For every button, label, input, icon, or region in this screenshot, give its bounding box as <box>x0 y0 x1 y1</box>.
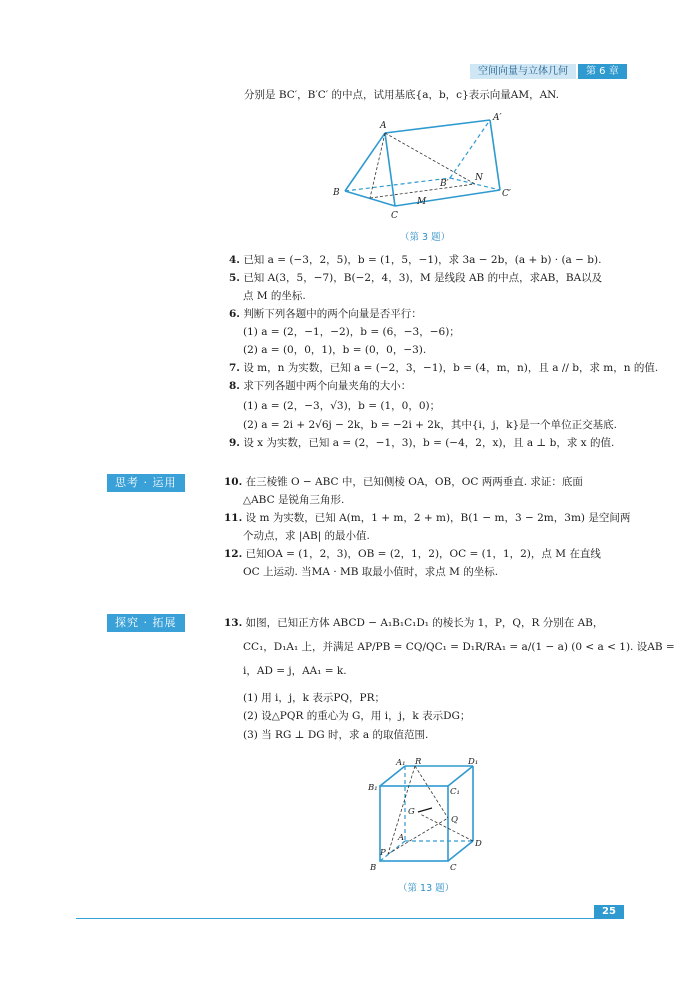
fig13-label-D: D <box>475 839 482 849</box>
problem-12-line-2: OC 上运动. 当MA · MB 取最小值时，求点 M 的坐标. <box>243 566 499 578</box>
problem-8-part-1: (1) a = (2，−3，√3)，b = (1，0，0)； <box>243 400 441 412</box>
problem-9: 9. 设 x 为实数，已知 a = (2，−1，3)，b = (−4，2，x)，且 a ⊥ b，求 x 的值. <box>229 437 615 449</box>
fig13-label-Q: Q <box>451 815 458 825</box>
fig13-label-G: G <box>408 807 415 817</box>
section-think-tag: 思考 · 运用 <box>107 474 185 492</box>
problem-10: 10. 在三棱锥 O − ABC 中，已知侧棱 OA，OB，OC 两两垂直. 求证：底面 <box>224 476 583 488</box>
fig3-label-C: C <box>391 211 398 218</box>
problem-5-line-2: 点 M 的坐标. <box>243 290 306 302</box>
intro-line: 分别是 BC′，B′C′ 的中点，试用基底{a，b，c}表示向量AM，AN. <box>244 89 560 101</box>
problem-13-part-1: (1) 用 i，j，k 表示PQ，PR； <box>243 692 386 704</box>
chapter-badge: 第 6 章 <box>578 64 627 79</box>
figure-13-caption: （第 13 题） <box>398 883 455 894</box>
page-header <box>470 64 627 79</box>
problem-13-part-3: (3) 当 RG ⊥ DG 时，求 a 的取值范围. <box>243 729 429 741</box>
figure-13-cube <box>360 756 490 876</box>
problem-7: 7. 设 m，n 为实数，已知 a = (−2，3，−1)，b = (4，m，n)，且 a // b，求 m，n 的值. <box>229 362 659 374</box>
problem-13: 13. 如图，已知正方体 ABCD − A₁B₁C₁D₁ 的棱长为 1，P，Q，R 分别在 AB， <box>224 617 604 629</box>
fig3-label-N: N <box>475 173 483 183</box>
problem-12: 12. 已知OA = (1，2，3)，OB = (2，1，2)，OC = (1，1，2)，点 M 在直线 <box>224 548 601 560</box>
fig13-label-B1: B₁ <box>368 783 378 793</box>
problem-4: 4. 已知 a = (−3，2，5)，b = (1，5，−1)，求 3a − 2b，(a + b) · (a − b). <box>229 254 602 266</box>
problem-13-line-2: CC₁，D₁A₁ 上，并满足 AP/PB = CQ/QC₁ = D₁R/RA₁ = a/(1 − a) (0 < a < 1). 设AB = <box>243 641 675 653</box>
page-number: 25 <box>594 905 624 919</box>
fig13-label-C: C <box>450 863 457 873</box>
fig13-label-R: R <box>415 757 422 767</box>
problem-8: 8. 求下列各题中两个向量夹角的大小： <box>229 380 412 392</box>
problem-8-part-2: (2) a = 2i + 2√6j − 2k，b = −2i + 2k，其中{i，j，k}是一个单位正交基底. <box>243 419 618 431</box>
problem-5: 5. 已知 A(3，5，−7)，B(−2，4，3)，M 是线段 AB 的中点，求AB，BA以及 <box>229 272 603 284</box>
problem-13-part-2: (2) 设△PQR 的重心为 G，用 i，j，k 表示DG； <box>243 710 471 722</box>
fig13-label-C1: C₁ <box>450 787 460 797</box>
fig3-label-B: B <box>333 188 340 198</box>
chapter-title: 空间向量与立体几何 <box>470 64 576 79</box>
figure-3-prism <box>325 108 545 218</box>
fig3-label-C1: C′ <box>502 189 511 199</box>
problem-6-part-1: (1) a = (2，−1，−2)，b = (6，−3，−6)； <box>243 326 460 338</box>
fig13-label-D1: D₁ <box>468 757 479 767</box>
footer-rule <box>76 918 623 919</box>
problem-6-part-2: (2) a = (0，0，1)，b = (0，0，−3). <box>243 344 427 356</box>
fig13-label-P: P <box>380 848 386 858</box>
problem-11-line-2: 个动点，求 |AB| 的最小值. <box>243 530 370 542</box>
fig13-label-A1: A₁ <box>396 758 406 768</box>
fig3-label-M: M <box>417 197 427 207</box>
problem-13-line-3: i，AD = j，AA₁ = k. <box>243 665 347 677</box>
fig3-label-B1: B′ <box>440 179 449 189</box>
fig3-label-A: A <box>380 121 387 131</box>
figure-3-caption: （第 3 题） <box>400 232 451 243</box>
problem-10-line-2: △ABC 是锐角三角形. <box>243 494 345 506</box>
fig3-label-A1: A′ <box>493 113 502 123</box>
section-explore-tag: 探究 · 拓展 <box>107 614 185 632</box>
problem-6: 6. 判断下列各题中的两个向量是否平行： <box>229 308 422 320</box>
problem-11: 11. 设 m 为实数，已知 A(m，1 + m，2 + m)，B(1 − m，3 − 2m，3m) 是空间两 <box>224 512 631 524</box>
fig13-label-B: B <box>370 863 377 873</box>
fig13-label-A: A <box>398 833 405 843</box>
